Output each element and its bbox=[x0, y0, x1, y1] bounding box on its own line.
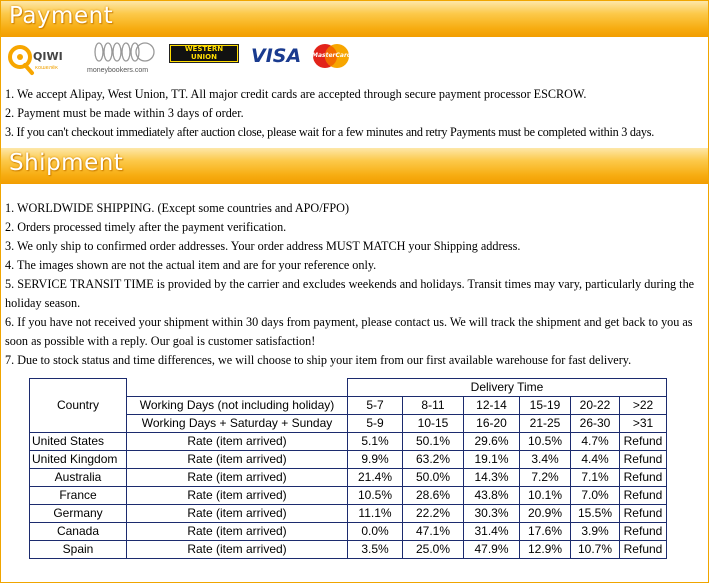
rate-value: 3.9% bbox=[571, 523, 620, 541]
working-days-5: 20-22 bbox=[571, 397, 620, 415]
rate-value: 3.5% bbox=[348, 541, 403, 559]
country-cell: United States bbox=[30, 433, 127, 451]
rate-value: 4.4% bbox=[571, 451, 620, 469]
rate-value: 21.4% bbox=[348, 469, 403, 487]
table-row bbox=[30, 469, 667, 487]
table-row bbox=[30, 523, 667, 541]
rate-value: 11.1% bbox=[348, 505, 403, 523]
country-cell: Spain bbox=[30, 541, 127, 559]
rate-value: 3.4% bbox=[520, 451, 571, 469]
rate-value: 14.3% bbox=[464, 469, 520, 487]
shipment-line-7: 7. Due to stock status and time differences, we will choose to ship your item from our first available warehouse for fast delivery. bbox=[5, 353, 632, 367]
weekend-days-2: 10-15 bbox=[403, 415, 464, 433]
rate-value: 10.5% bbox=[520, 433, 571, 451]
visa-logo: VISA bbox=[251, 45, 302, 67]
rate-label: Rate (item arrived) bbox=[127, 505, 348, 523]
payment-logos bbox=[1, 37, 708, 87]
table-row bbox=[30, 505, 667, 523]
working-days-3: 12-14 bbox=[464, 397, 520, 415]
rate-label: Rate (item arrived) bbox=[127, 541, 348, 559]
rate-value: 22.2% bbox=[403, 505, 464, 523]
payment-line-3: 3. If you can't checkout immediately after auction close, please wait for a few minutes and retry Payments must be completed within 3 days. bbox=[5, 125, 655, 139]
rate-value: 10.7% bbox=[571, 541, 620, 559]
rate-value: 7.0% bbox=[571, 487, 620, 505]
rate-value: 63.2% bbox=[403, 451, 464, 469]
rate-value: Refund bbox=[620, 469, 667, 487]
rate-value: 30.3% bbox=[464, 505, 520, 523]
country-cell: Canada bbox=[30, 523, 127, 541]
table-header-row-1 bbox=[30, 379, 667, 397]
rate-value: 17.6% bbox=[520, 523, 571, 541]
qiwi-logo bbox=[7, 43, 77, 82]
moneybookers-logo bbox=[85, 41, 157, 74]
payment-text bbox=[1, 85, 708, 142]
rate-value: Refund bbox=[620, 451, 667, 469]
rate-value: Refund bbox=[620, 541, 667, 559]
rate-value: 28.6% bbox=[403, 487, 464, 505]
rate-value: 50.1% bbox=[403, 433, 464, 451]
rate-value: 0.0% bbox=[348, 523, 403, 541]
delivery-table bbox=[29, 378, 667, 559]
rate-value: Refund bbox=[620, 433, 667, 451]
mastercard-text: MasterCard bbox=[312, 52, 352, 59]
rate-value: 19.1% bbox=[464, 451, 520, 469]
shipment-line-1: 1. WORLDWIDE SHIPPING. (Except some countries and APO/FPO) bbox=[5, 201, 350, 215]
rate-value: 29.6% bbox=[464, 433, 520, 451]
rate-value: 7.1% bbox=[571, 469, 620, 487]
rate-value: 5.1% bbox=[348, 433, 403, 451]
rate-value: 20.9% bbox=[520, 505, 571, 523]
country-cell: United Kingdom bbox=[30, 451, 127, 469]
country-cell: Australia bbox=[30, 469, 127, 487]
weekend-days-5: 26-30 bbox=[571, 415, 620, 433]
shipment-line-6: 6. If you have not received your shipment within 30 days from payment, please contact us. We will track the shipment and get back to you as soon as possible with a reply. Our goal is customer satisfaction! bbox=[5, 315, 693, 348]
rate-value: 9.9% bbox=[348, 451, 403, 469]
rate-value: 31.4% bbox=[464, 523, 520, 541]
rate-value: Refund bbox=[620, 505, 667, 523]
rate-value: 7.2% bbox=[520, 469, 571, 487]
working-days-label: Working Days (not including holiday) bbox=[127, 397, 348, 415]
shipment-line-5: 5. SERVICE TRANSIT TIME is provided by the carrier and excludes weekends and holidays. Transit times may vary, particularly during the holiday season. bbox=[5, 277, 695, 310]
mastercard-logo bbox=[311, 43, 351, 74]
weekend-days-6: >31 bbox=[620, 415, 667, 433]
western-union-line1: WESTERN bbox=[184, 45, 224, 53]
working-days-6: >22 bbox=[620, 397, 667, 415]
delivery-time-header: Delivery Time bbox=[348, 379, 667, 397]
payment-line-2: 2. Payment must be made within 3 days of order. bbox=[5, 106, 244, 120]
rate-value: Refund bbox=[620, 487, 667, 505]
working-days-2: 8-11 bbox=[403, 397, 464, 415]
rate-value: 50.0% bbox=[403, 469, 464, 487]
rate-value: 47.9% bbox=[464, 541, 520, 559]
table-row bbox=[30, 433, 667, 451]
rate-value: 43.8% bbox=[464, 487, 520, 505]
empty-cell bbox=[127, 379, 348, 397]
moneybookers-icon bbox=[85, 41, 157, 63]
rate-label: Rate (item arrived) bbox=[127, 433, 348, 451]
rate-label: Rate (item arrived) bbox=[127, 469, 348, 487]
rate-value: 15.5% bbox=[571, 505, 620, 523]
qiwi-sub-text: кошелёк bbox=[35, 65, 59, 71]
western-union-line2: UNION bbox=[191, 53, 217, 61]
rate-value: 4.7% bbox=[571, 433, 620, 451]
western-union-logo bbox=[169, 44, 239, 63]
shipment-text bbox=[1, 199, 708, 370]
country-cell: Germany bbox=[30, 505, 127, 523]
shipment-line-3: 3. We only ship to confirmed order addresses. Your order address MUST MATCH your Shipping address. bbox=[5, 239, 521, 253]
country-header: Country bbox=[30, 379, 127, 433]
weekend-days-4: 21-25 bbox=[520, 415, 571, 433]
shipment-title: Shipment bbox=[9, 150, 124, 176]
table-row bbox=[30, 451, 667, 469]
moneybookers-text: moneybookers.com bbox=[87, 67, 149, 74]
payment-banner bbox=[1, 1, 708, 37]
rate-value: 10.1% bbox=[520, 487, 571, 505]
payment-title: Payment bbox=[9, 3, 114, 29]
shipment-line-2: 2. Orders processed timely after the payment verification. bbox=[5, 220, 287, 234]
payment-line-1: 1. We accept Alipay, West Union, TT. All major credit cards are accepted through secure payment processor ESCROW. bbox=[5, 87, 587, 101]
table-row bbox=[30, 487, 667, 505]
rate-value: 10.5% bbox=[348, 487, 403, 505]
weekend-days-1: 5-9 bbox=[348, 415, 403, 433]
country-cell: France bbox=[30, 487, 127, 505]
rate-label: Rate (item arrived) bbox=[127, 451, 348, 469]
working-days-1: 5-7 bbox=[348, 397, 403, 415]
delivery-table-wrap bbox=[1, 378, 708, 559]
rate-label: Rate (item arrived) bbox=[127, 523, 348, 541]
shipment-banner bbox=[1, 148, 708, 184]
shipment-line-4: 4. The images shown are not the actual item and are for your reference only. bbox=[5, 258, 377, 272]
weekend-label: Working Days + Saturday + Sunday bbox=[127, 415, 348, 433]
qiwi-text: QIWI bbox=[33, 50, 63, 63]
rate-value: 12.9% bbox=[520, 541, 571, 559]
table-row bbox=[30, 541, 667, 559]
rate-value: 47.1% bbox=[403, 523, 464, 541]
rate-label: Rate (item arrived) bbox=[127, 487, 348, 505]
weekend-days-3: 16-20 bbox=[464, 415, 520, 433]
rate-value: Refund bbox=[620, 523, 667, 541]
working-days-4: 15-19 bbox=[520, 397, 571, 415]
rate-value: 25.0% bbox=[403, 541, 464, 559]
